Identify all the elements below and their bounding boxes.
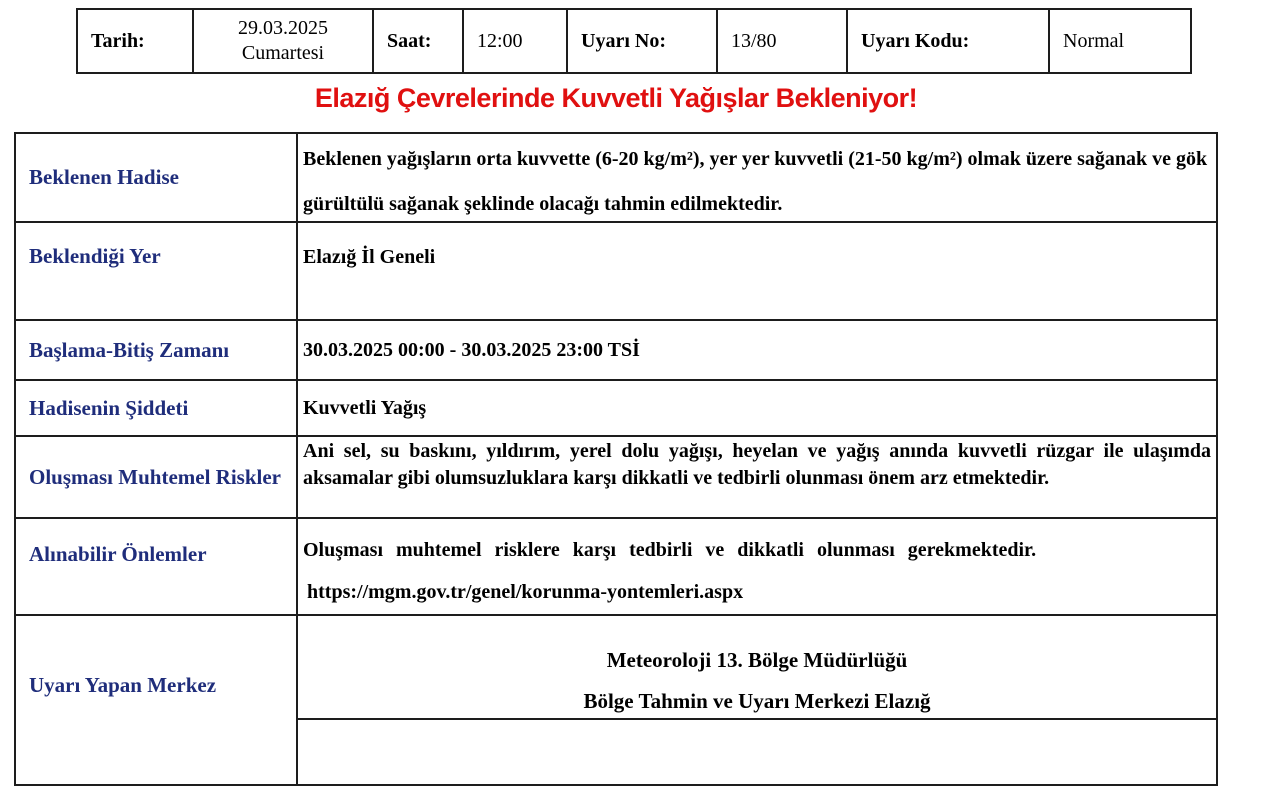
tarih-day: Cumartesi (241, 42, 325, 64)
uyari-no-value: 13/80 (716, 10, 846, 72)
row-label: Başlama-Bitiş Zamanı (16, 321, 298, 379)
uyari-kodu-value: Normal (1048, 10, 1190, 72)
row-value: Beklenen yağışların orta kuvvette (6-20 kg/m²), yer yer kuvvetli (21-50 kg/m²) olmak üzere sağanak ve gök gürültülü sağanak şeklinde olacağı tahmin edilmektedir. (303, 148, 1208, 215)
issuing-center-line2: Bölge Tahmin ve Uyarı Merkezi Elazığ (583, 689, 931, 713)
measures-text: Oluşması muhtemel risklere karşı tedbirli ve dikkatli olunması gerekmektedir. (303, 539, 1037, 561)
row-value: Ani sel, su baskını, yıldırım, yerel dolu yağışı, heyelan ve yağış anında kuvvetli rüzgar ile ulaşımda aksamalar gibi olumsuzluklara karşı dikkatli ve tedbirli olunması önem arz etmektedir. (303, 440, 1211, 489)
warning-details-table (14, 132, 1218, 786)
header-info-table (76, 8, 1192, 74)
row-label: Oluşması Muhtemel Riskler (16, 437, 298, 517)
row-value: Kuvvetli Yağış (303, 396, 427, 419)
row-value: 30.03.2025 00:00 - 30.03.2025 23:00 TSİ (303, 338, 640, 361)
table-row-hadisenin-siddeti (16, 379, 1216, 435)
table-row-muhtemel-riskler (16, 435, 1216, 517)
issuing-center-subrow (298, 720, 1216, 784)
uyari-no-label: Uyarı No: (566, 10, 716, 72)
table-row-beklenen-hadise (16, 134, 1216, 221)
warning-headline: Elazığ Çevrelerinde Kuvvetli Yağışlar Bekleniyor! (314, 83, 918, 113)
row-label: Uyarı Yapan Merkez (16, 616, 298, 784)
tarih-label: Tarih: (91, 29, 145, 52)
issuing-center-text (298, 616, 1216, 720)
saat-label: Saat: (372, 10, 462, 72)
table-row-beklendigi-yer (16, 221, 1216, 319)
table-row-baslama-bitis (16, 319, 1216, 379)
issuing-center-line1: Meteoroloji 13. Bölge Müdürlüğü (606, 648, 908, 672)
uyari-kodu-label: Uyarı Kodu: (846, 10, 1048, 72)
tarih-value (192, 10, 372, 72)
table-row-alinabilir-onlemler (16, 517, 1216, 614)
saat-value: 12:00 (462, 10, 566, 72)
table-row-uyari-yapan-merkez (16, 614, 1216, 784)
protection-methods-url: https://mgm.gov.tr/genel/korunma-yontemleri.aspx (307, 581, 744, 603)
row-label: Alınabilir Önlemler (16, 519, 298, 614)
row-value: Elazığ İl Geneli (303, 246, 436, 268)
issuing-center-column (298, 616, 1216, 784)
row-label: Hadisenin Şiddeti (16, 381, 298, 435)
row-label: Beklendiği Yer (16, 223, 298, 319)
row-value (298, 519, 1216, 614)
tarih-date: 29.03.2025 (238, 17, 328, 39)
row-label: Beklenen Hadise (16, 134, 298, 221)
